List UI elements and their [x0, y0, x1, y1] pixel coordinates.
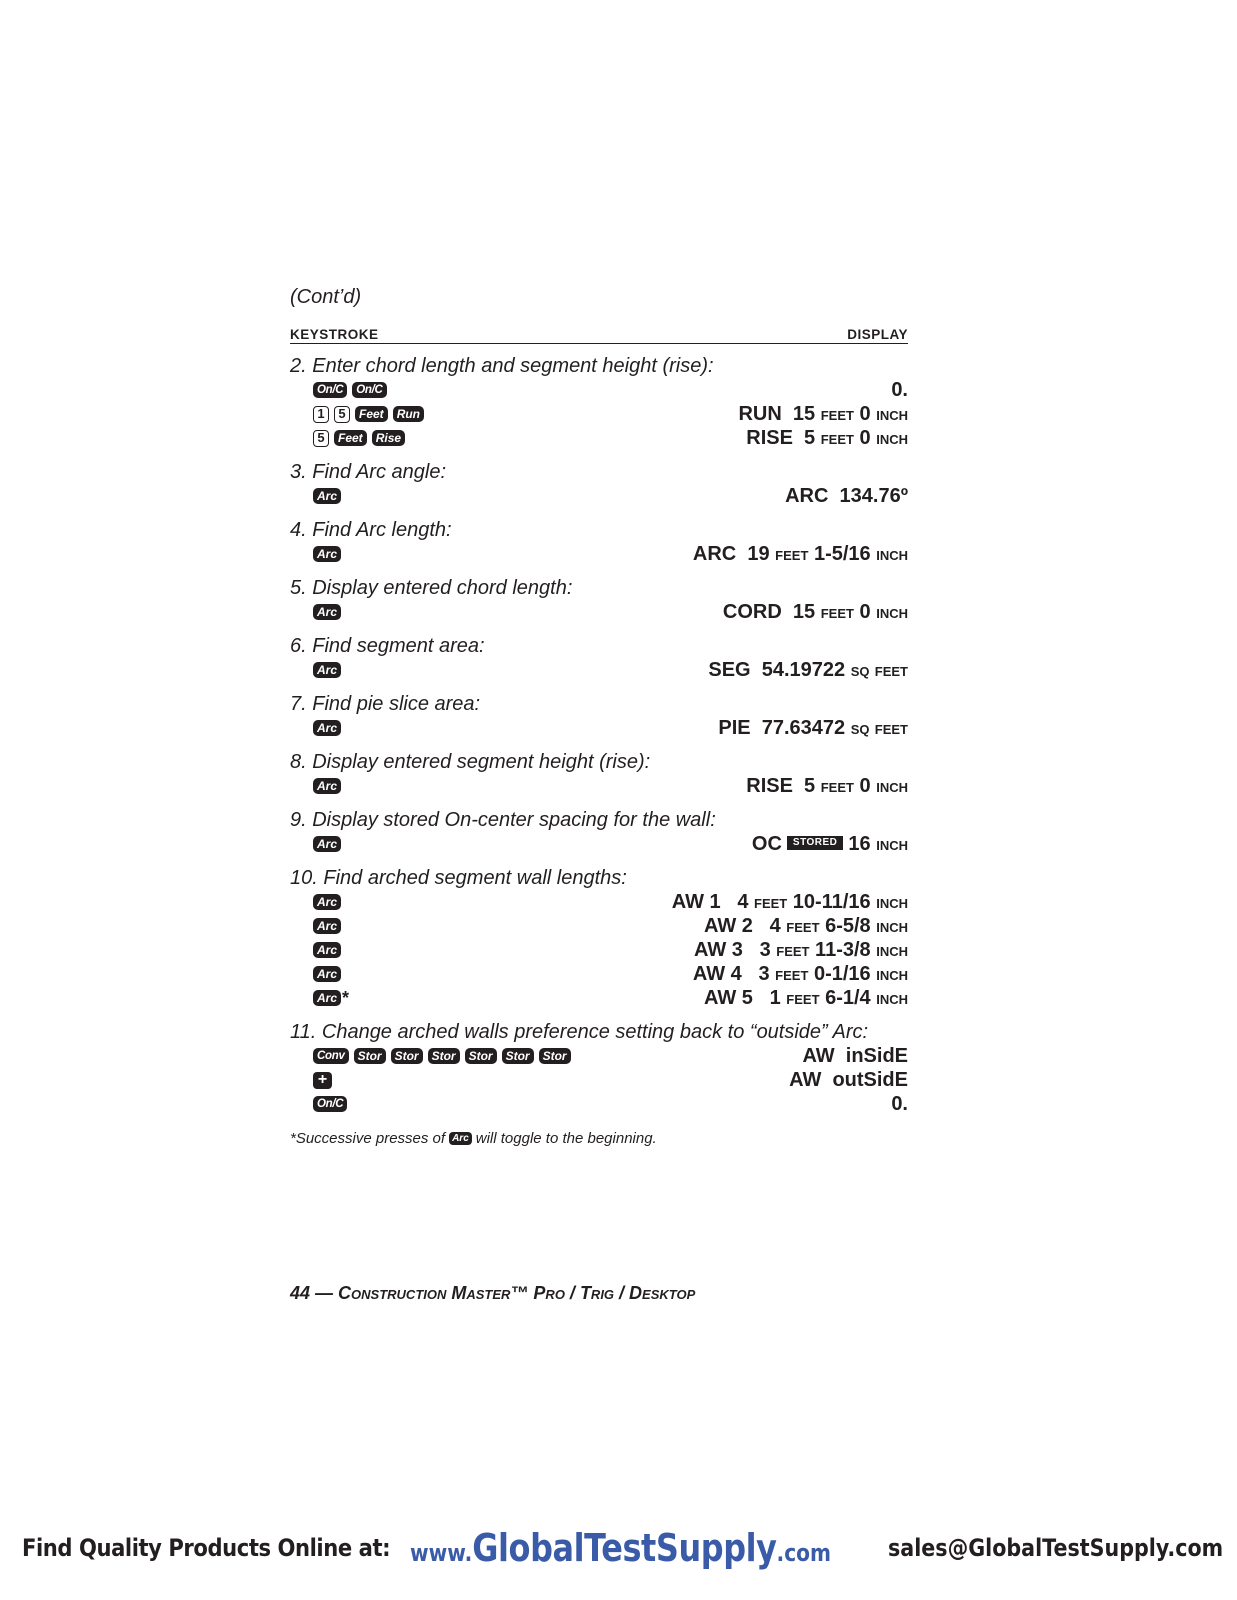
keystroke-keys [290, 942, 341, 958]
stor-key-icon: Stor [465, 1048, 497, 1064]
display-readout [693, 963, 908, 986]
unit-label: feet [820, 601, 854, 623]
unit-label: feet [820, 775, 854, 797]
arc-key-icon: Arc [313, 662, 341, 678]
display-value: 0-1/16 [808, 962, 877, 985]
display-value: 0 [853, 600, 877, 623]
display-value: AW 2 4 [704, 914, 787, 937]
keystroke-row [290, 716, 908, 740]
plus-key-icon: + [313, 1072, 332, 1089]
unit-label: inch [876, 601, 908, 623]
display-readout [746, 427, 908, 450]
step [290, 634, 908, 682]
display-value: PIE 77.63472 [718, 716, 851, 739]
step-title: 5. Display entered chord length: [290, 577, 573, 599]
keystroke-row [290, 914, 908, 938]
stored-badge: STORED [787, 836, 844, 850]
continued-label: (Cont’d) [290, 286, 362, 308]
display-value: OC [751, 832, 782, 855]
onc-key-icon: On/C [313, 382, 347, 398]
keystroke-row [290, 402, 908, 426]
keystroke-row [290, 426, 908, 450]
keystroke-row [290, 484, 908, 508]
feet-key-icon: Feet [334, 430, 367, 446]
unit-label: inch [876, 833, 908, 855]
footnote [290, 1130, 908, 1147]
keystroke-keys [290, 430, 405, 447]
arc-key-icon: Arc [313, 894, 341, 910]
unit-label: inch [876, 427, 908, 449]
asterisk-marker: * [342, 987, 350, 1008]
unit-label: feet [776, 939, 810, 961]
rise-key-icon: Rise [372, 430, 405, 446]
steps-list [290, 354, 908, 1116]
keystroke-keys [290, 966, 341, 982]
display-value: RISE 5 [746, 774, 821, 797]
manual-title: Construction Master™ Pro / Trig / Desktop [338, 1283, 696, 1303]
keystroke-keys [290, 894, 341, 910]
arc-key-icon: Arc [313, 836, 341, 852]
display-value: AW 5 1 [704, 986, 787, 1009]
step-title: 3. Find Arc angle: [290, 461, 447, 483]
arc-key-icon: Arc [313, 966, 341, 982]
display-readout [704, 915, 908, 938]
display-readout [672, 891, 908, 914]
display-value: ARC 19 [692, 542, 776, 565]
display-readout [752, 833, 908, 856]
banner-left-text: Find Quality Products Online at: [22, 1534, 391, 1562]
website-name: GlobalTestSupply [472, 1526, 777, 1570]
display-value: CORD 15 [722, 600, 821, 623]
step-title: 8. Display entered segment height (rise): [290, 751, 651, 773]
keystroke-keys [290, 918, 341, 934]
unit-label: inch [876, 963, 908, 985]
display-readout [746, 775, 908, 798]
step [290, 692, 908, 740]
keystroke-keys [290, 836, 341, 852]
step [290, 460, 908, 508]
display-value: 6-1/4 [819, 986, 877, 1009]
display-value: AW 3 3 [694, 938, 777, 961]
unit-label: inch [876, 775, 908, 797]
unit-label: inch [876, 403, 908, 425]
keystroke-keys [290, 604, 341, 620]
keystroke-row [290, 962, 908, 986]
display-value: 0 [853, 774, 877, 797]
keystroke-row [290, 1092, 908, 1116]
arc-key-icon: Arc [313, 604, 341, 620]
keystroke-keys [290, 488, 341, 504]
keystroke-row [290, 890, 908, 914]
sales-email-link[interactable]: sales@GlobalTestSupply.com [888, 1534, 1224, 1562]
step-title: 11. Change arched walls preference setting back to “outside” Arc: [290, 1021, 869, 1043]
digit-key-icon: 5 [334, 406, 350, 423]
page-number: 44 — [290, 1283, 334, 1303]
unit-label: feet [754, 891, 788, 913]
table-header [290, 327, 908, 344]
unit-label: feet [820, 403, 854, 425]
step [290, 518, 908, 566]
stor-key-icon: Stor [539, 1048, 571, 1064]
display-value: 0 [853, 402, 877, 425]
arc-key-icon: Arc [313, 990, 341, 1006]
keystroke-keys [290, 1072, 332, 1089]
arc-key-icon: Arc [313, 942, 341, 958]
unit-label: sq feet [850, 717, 908, 739]
display-value: SEG 54.19722 [708, 658, 851, 681]
display-readout [708, 659, 908, 682]
keystroke-row [290, 600, 908, 624]
unit-label: inch [876, 915, 908, 937]
manual-page-content [290, 286, 908, 1147]
stor-key-icon: Stor [391, 1048, 423, 1064]
arc-key-icon: Arc [313, 918, 341, 934]
display-value: 10-11/16 [787, 890, 877, 913]
step [290, 808, 908, 856]
unit-label: feet [775, 543, 809, 565]
display-value: 1-5/16 [808, 542, 877, 565]
step-title: 10. Find arched segment wall lengths: [290, 867, 627, 889]
digit-key-icon: 5 [313, 430, 329, 447]
page-footer [290, 1283, 695, 1304]
step [290, 576, 908, 624]
step [290, 866, 908, 1010]
display-value: 6-5/8 [819, 914, 877, 937]
keystroke-row [290, 1068, 908, 1092]
unit-label: feet [820, 427, 854, 449]
display-readout [738, 403, 908, 426]
display-value: 11-3/8 [809, 938, 877, 961]
keystroke-header: KEYSTROKE [290, 327, 379, 342]
display-value: 16 [848, 832, 877, 855]
keystroke-keys [290, 382, 387, 398]
display-readout [693, 543, 908, 566]
keystroke-keys [290, 406, 424, 423]
conv-key-icon: Conv [313, 1048, 349, 1064]
keystroke-row [290, 542, 908, 566]
website-www: www. [410, 1539, 473, 1567]
unit-label: feet [786, 987, 820, 1009]
step [290, 354, 908, 450]
onc-key-icon: On/C [313, 1096, 347, 1112]
step-title: 7. Find pie slice area: [290, 693, 481, 715]
keystroke-keys [290, 546, 341, 562]
display-value: 0 [853, 426, 877, 449]
display-value: AW 1 4 [671, 890, 755, 913]
keystroke-keys [290, 778, 341, 794]
arc-key-icon: Arc [313, 546, 341, 562]
keystroke-row [290, 658, 908, 682]
display-value: AW 4 3 [692, 962, 776, 985]
display-readout [718, 717, 908, 740]
display-readout: AW outSidE [789, 1068, 908, 1091]
run-key-icon: Run [393, 406, 424, 422]
digit-key-icon: 1 [313, 406, 329, 423]
onc-key-icon: On/C [352, 382, 386, 398]
step-title: 6. Find segment area: [290, 635, 485, 657]
unit-label: inch [876, 987, 908, 1009]
display-readout: AW inSidE [802, 1044, 908, 1067]
display-value: RUN 15 [738, 402, 821, 425]
step-title: 9. Display stored On-center spacing for the wall: [290, 809, 716, 831]
footnote-before: *Successive presses of [290, 1130, 446, 1147]
unit-label: inch [876, 543, 908, 565]
keystroke-row [290, 378, 908, 402]
unit-label: feet [786, 915, 820, 937]
display-readout: 0. [891, 1092, 908, 1115]
arc-key-icon: Arc [313, 488, 341, 504]
display-readout: ARC 134.76º [785, 484, 908, 507]
keystroke-keys [290, 662, 341, 678]
keystroke-keys [290, 988, 349, 1009]
keystroke-row [290, 774, 908, 798]
unit-label: feet [775, 963, 809, 985]
stor-key-icon: Stor [502, 1048, 534, 1064]
keystroke-keys [290, 1048, 571, 1064]
keystroke-keys [290, 720, 341, 736]
stor-key-icon: Stor [428, 1048, 460, 1064]
display-value: RISE 5 [746, 426, 821, 449]
keystroke-row [290, 938, 908, 962]
step [290, 1020, 908, 1116]
display-readout [723, 601, 908, 624]
website-com: .com [776, 1539, 832, 1567]
keystroke-row [290, 986, 908, 1010]
keystroke-row [290, 1044, 908, 1068]
unit-label: inch [876, 891, 908, 913]
arc-key-icon: Arc [313, 720, 341, 736]
keystroke-keys [290, 1096, 347, 1112]
step [290, 750, 908, 798]
footnote-after: will toggle to the beginning. [475, 1130, 657, 1147]
feet-key-icon: Feet [355, 406, 388, 422]
display-readout [694, 939, 908, 962]
display-readout: 0. [891, 378, 908, 401]
unit-label: sq feet [850, 659, 908, 681]
step-title: 4. Find Arc length: [290, 519, 452, 541]
step-title: 2. Enter chord length and segment height (rise): [290, 355, 714, 377]
unit-label: inch [876, 939, 908, 961]
keystroke-row [290, 832, 908, 856]
stor-key-icon: Stor [354, 1048, 386, 1064]
arc-key-icon: Arc [449, 1132, 472, 1145]
display-readout [704, 987, 908, 1010]
promo-banner [0, 1518, 1237, 1578]
website-link[interactable] [410, 1526, 831, 1570]
arc-key-icon: Arc [313, 778, 341, 794]
display-header: DISPLAY [847, 327, 908, 342]
